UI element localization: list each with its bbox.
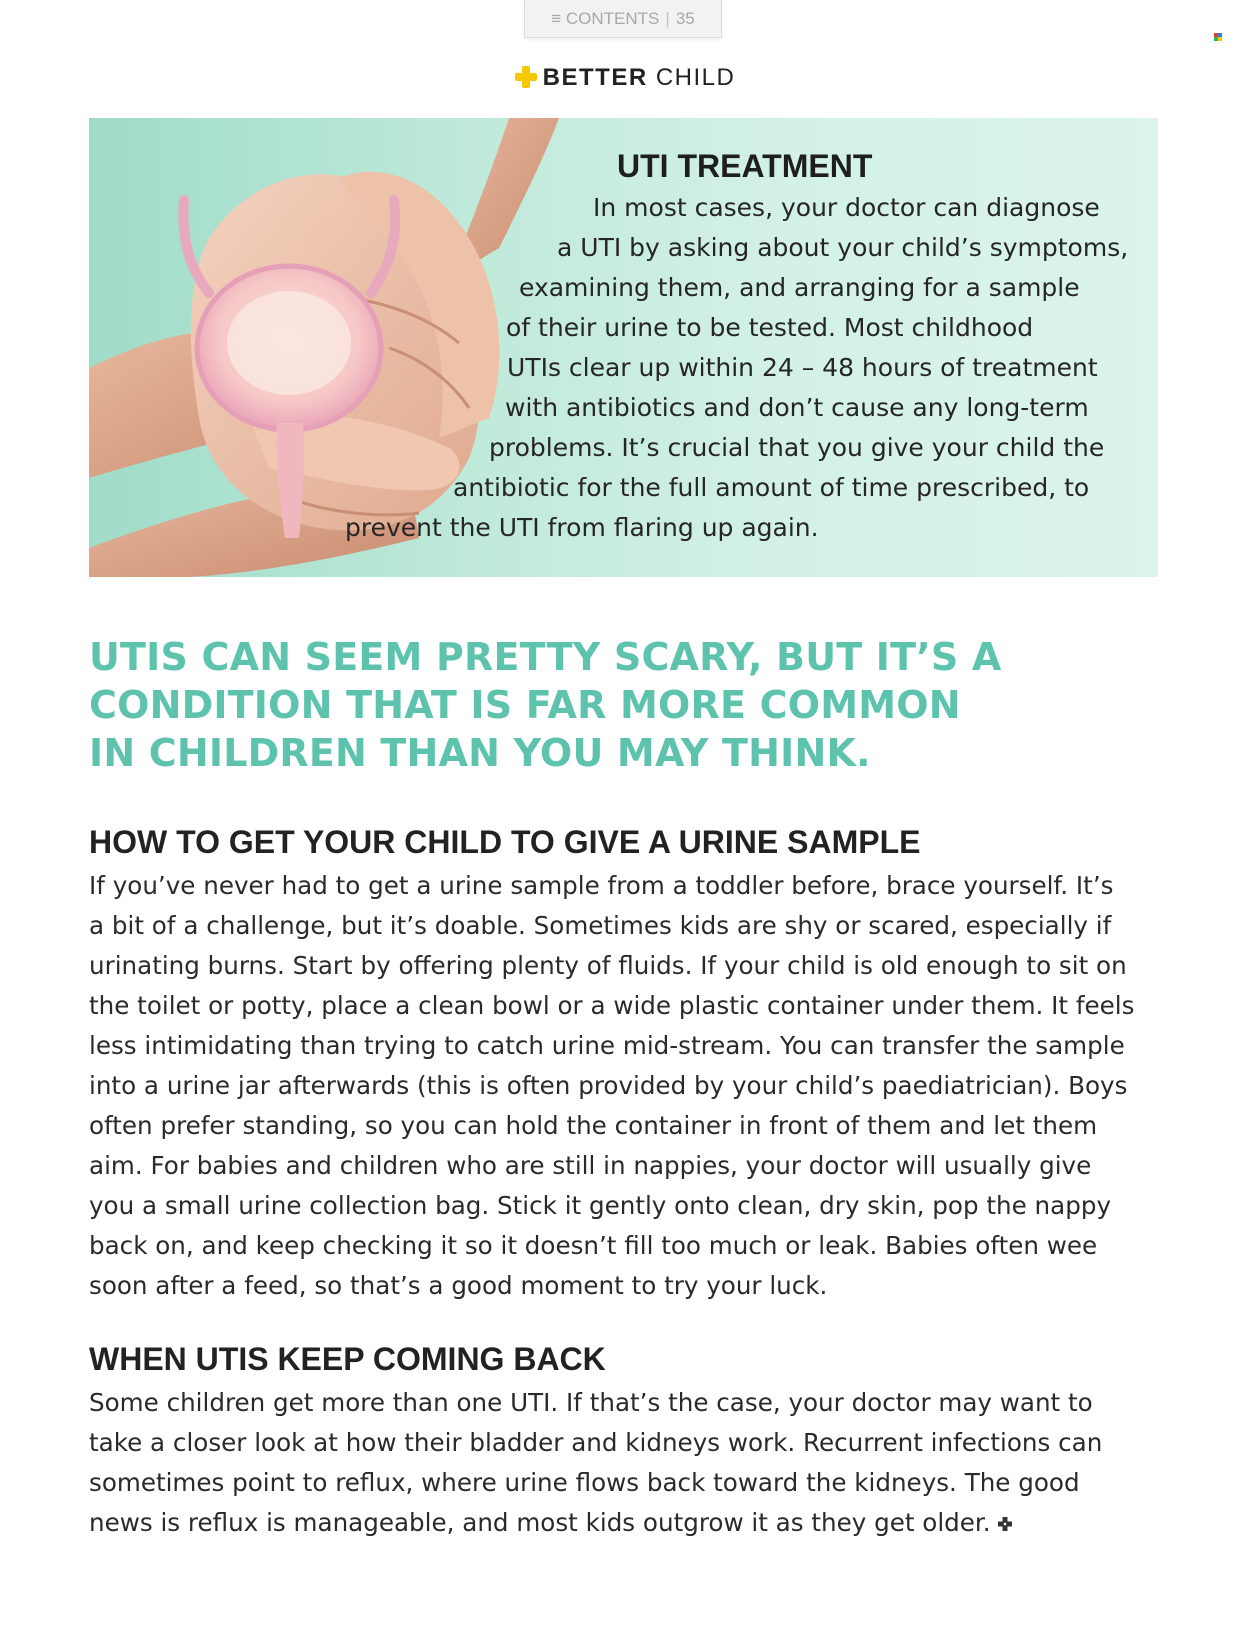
hero-text-line: In most cases, your doctor can diagnose [593, 193, 1100, 222]
body-line: urinating burns. Start by offering plenty of fluids. If your child is old enough to sit on [89, 951, 1127, 980]
section-heading-urine-sample: HOW TO GET YOUR CHILD TO GIVE A URINE SAMPLE [89, 824, 921, 860]
pull-quote-line: CONDITION THAT IS FAR MORE COMMON [89, 683, 961, 727]
body-line: into a urine jar afterwards (this is often provided by your child’s paediatrician). Boys [89, 1071, 1128, 1100]
hero-text-line: examining them, and arranging for a sample [519, 273, 1080, 302]
body-line: you a small urine collection bag. Stick it gently onto clean, dry skin, pop the nappy [89, 1191, 1111, 1220]
body-line: aim. For babies and children who are still in nappies, your doctor will usually give [89, 1151, 1092, 1180]
body-line-last [89, 1503, 1164, 1543]
uti-treatment-panel [89, 118, 1158, 577]
brand-name-bold: BETTER [542, 64, 648, 91]
body-line: take a closer look at how their bladder and kidneys work. Recurrent infections can [89, 1428, 1103, 1457]
page-number: 35 [675, 8, 695, 28]
section-heading-recurring-utis: WHEN UTIS KEEP COMING BACK [89, 1341, 606, 1377]
pull-quote-line: UTIS CAN SEEM PRETTY SCARY, BUT IT’S A [89, 635, 1002, 679]
bladder-model-in-hands-photo [89, 118, 1158, 577]
contents-button[interactable] [524, 0, 722, 38]
section-body-urine-sample [89, 866, 1164, 1306]
plus-end-mark-icon [997, 1516, 1013, 1532]
pull-quote [89, 633, 1089, 777]
hero-title: UTI TREATMENT [617, 148, 873, 184]
brand-logo [0, 64, 1250, 92]
body-line: less intimidating than trying to catch urine mid-stream. You can transfer the sample [89, 1031, 1125, 1060]
brand-name-light: CHILD [655, 64, 736, 91]
body-line: news is reflux is manageable, and most kids outgrow it as they get older. [89, 1508, 991, 1537]
body-line: often prefer standing, so you can hold the container in front of them and let them [89, 1111, 1098, 1140]
divider: | [665, 8, 670, 28]
pull-quote-line: IN CHILDREN THAN YOU MAY THINK. [89, 731, 871, 775]
hero-text-line: of their urine to be tested. Most childhood [506, 313, 1034, 342]
hero-text-line: with antibiotics and don’t cause any long-term [505, 393, 1089, 422]
body-line: a bit of a challenge, but it’s doable. Sometimes kids are shy or scared, especially if [89, 911, 1112, 940]
hero-text-line: prevent the UTI from flaring up again. [345, 513, 819, 542]
color-swatch-icon [1214, 33, 1222, 41]
hero-text-line: UTIs clear up within 24 – 48 hours of treatment [507, 353, 1098, 382]
hero-text-line: a UTI by asking about your child’s symptoms, [557, 233, 1129, 262]
body-line: back on, and keep checking it so it doesn’t fill too much or leak. Babies often wee [89, 1231, 1098, 1260]
plus-logo-icon [515, 66, 537, 88]
section-body-recurring-utis [89, 1383, 1164, 1543]
hero-text-line: problems. It’s crucial that you give your child the [489, 433, 1105, 462]
contents-label: ≡ CONTENTS [551, 8, 660, 28]
body-line: the toilet or potty, place a clean bowl or a wide plastic container under them. It feels [89, 991, 1135, 1020]
body-line: sometimes point to reflux, where urine flows back toward the kidneys. The good [89, 1468, 1080, 1497]
hero-text-line: antibiotic for the full amount of time prescribed, to [453, 473, 1090, 502]
body-line: If you’ve never had to get a urine sample from a toddler before, brace yourself. It’s [89, 871, 1114, 900]
body-line: soon after a feed, so that’s a good moment to try your luck. [89, 1271, 828, 1300]
body-line: Some children get more than one UTI. If that’s the case, your doctor may want to [89, 1388, 1093, 1417]
